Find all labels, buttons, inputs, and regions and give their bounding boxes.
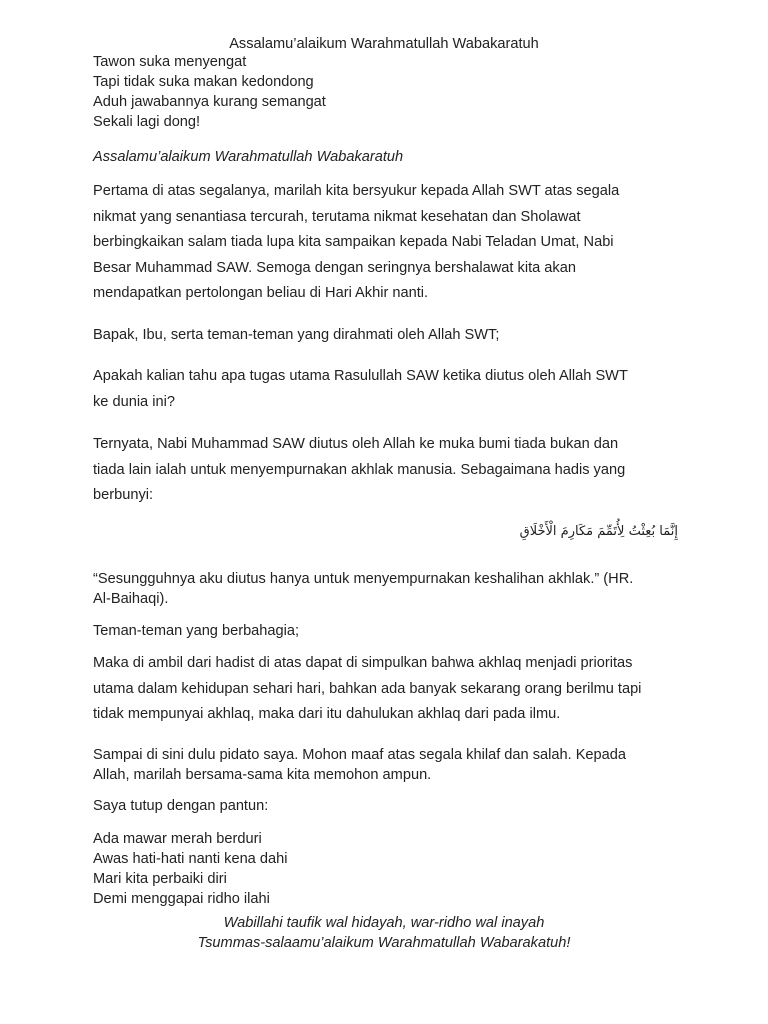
salutation-line: Wabillahi taufik wal hidayah, war-ridho wal inayah xyxy=(223,915,545,931)
address-line xyxy=(93,323,693,349)
paragraph-line: Allah, marilah bersama-sama kita memohon ampun. xyxy=(93,767,432,783)
paragraph-line: Ternyata, Nabi Muhammad SAW diutus oleh Allah ke muka bumi tiada bukan dan xyxy=(93,436,619,452)
paragraph-line: ke dunia ini? xyxy=(93,393,175,410)
opening-pantun xyxy=(93,52,693,132)
paragraph-opening xyxy=(93,179,693,307)
closing-pantun xyxy=(93,829,693,909)
greeting-title xyxy=(0,34,768,54)
paragraph-line: Sampai di sini dulu pidato saya. Mohon maaf atas segala khilaf dan salah. Kepada xyxy=(93,747,627,763)
final-salutation xyxy=(0,913,768,953)
friends-address-text: Teman-teman yang berbahagia; xyxy=(93,623,300,639)
friends-address xyxy=(93,621,693,641)
paragraph-line: utama dalam kehidupan sehari hari, bahkan ada banyak sekarang orang berilmu tapi xyxy=(93,680,642,697)
address-line-text: Bapak, Ibu, serta teman-teman yang dirahmati oleh Allah SWT; xyxy=(93,327,500,343)
paragraph-line: nikmat yang senantiasa tercurah, terutama nikmat kesehatan dan Sholawat xyxy=(93,208,581,225)
closing-paragraph xyxy=(93,745,693,785)
paragraph-line: mendapatkan pertolongan beliau di Hari Akhir nanti. xyxy=(93,285,429,301)
pantun-line: Demi menggapai ridho ilahi xyxy=(93,891,270,907)
arabic-hadith: إِنَّمَا بُعِثْتُ لِأُتَمِّمَ مَكَارِمَ الْأَخْلَاقِ xyxy=(519,524,678,539)
greeting-italic-text: Assalamu’alaikum Warahmatullah Wabakaratuh xyxy=(93,149,404,165)
pantun-line: Awas hati-hati nanti kena dahi xyxy=(93,851,288,867)
paragraph-line: berbingkaikan salam tiada lupa kita sampaikan kepada Nabi Teladan Umat, Nabi xyxy=(93,234,614,250)
pantun-line: Tawon suka menyengat xyxy=(93,54,247,70)
closing-intro-text: Saya tutup dengan pantun: xyxy=(93,798,269,814)
pantun-line: Mari kita perbaiki diri xyxy=(93,871,227,887)
paragraph-line: Pertama di atas segalanya, marilah kita bersyukur kepada Allah SWT atas segala xyxy=(93,183,620,199)
pantun-line: Tapi tidak suka makan kedondong xyxy=(93,74,314,90)
closing-intro xyxy=(93,796,693,816)
salutation-line: Tsummas-salaamu’alaikum Warahmatullah Wabarakatuh! xyxy=(197,935,571,951)
question-paragraph xyxy=(93,364,693,415)
paragraph-line: Maka di ambil dari hadist di atas dapat di simpulkan bahwa akhlaq menjadi prioritas xyxy=(93,655,633,671)
hadith-translation xyxy=(93,569,693,609)
translation-line: “Sesungguhnya aku diutus hanya untuk menyempurnakan keshalihan akhlak.” (HR. xyxy=(93,571,634,587)
paragraph-line: tidak mempunyai akhlaq, maka dari itu dahulukan akhlaq dari pada ilmu. xyxy=(93,706,561,722)
greeting-title-text: Assalamu’alaikum Warahmatullah Wabakaratuh xyxy=(229,36,539,52)
pantun-line: Ada mawar merah berduri xyxy=(93,831,262,847)
translation-line: Al-Baihaqi). xyxy=(93,591,169,607)
paragraph-line: tiada lain ialah untuk menyempurnakan akhlak manusia. Sebagaimana hadis yang xyxy=(93,461,626,478)
paragraph-conclusion xyxy=(93,651,693,728)
greeting-italic xyxy=(93,147,693,167)
pantun-line: Sekali lagi dong! xyxy=(93,114,201,130)
paragraph-hadith-intro xyxy=(93,432,693,509)
paragraph-line: Apakah kalian tahu apa tugas utama Rasulullah SAW ketika diutus oleh Allah SWT xyxy=(93,368,628,384)
pantun-line: Aduh jawabannya kurang semangat xyxy=(93,94,326,110)
paragraph-line: berbunyi: xyxy=(93,487,154,503)
paragraph-line: Besar Muhammad SAW. Semoga dengan seringnya bershalawat kita akan xyxy=(93,259,576,276)
